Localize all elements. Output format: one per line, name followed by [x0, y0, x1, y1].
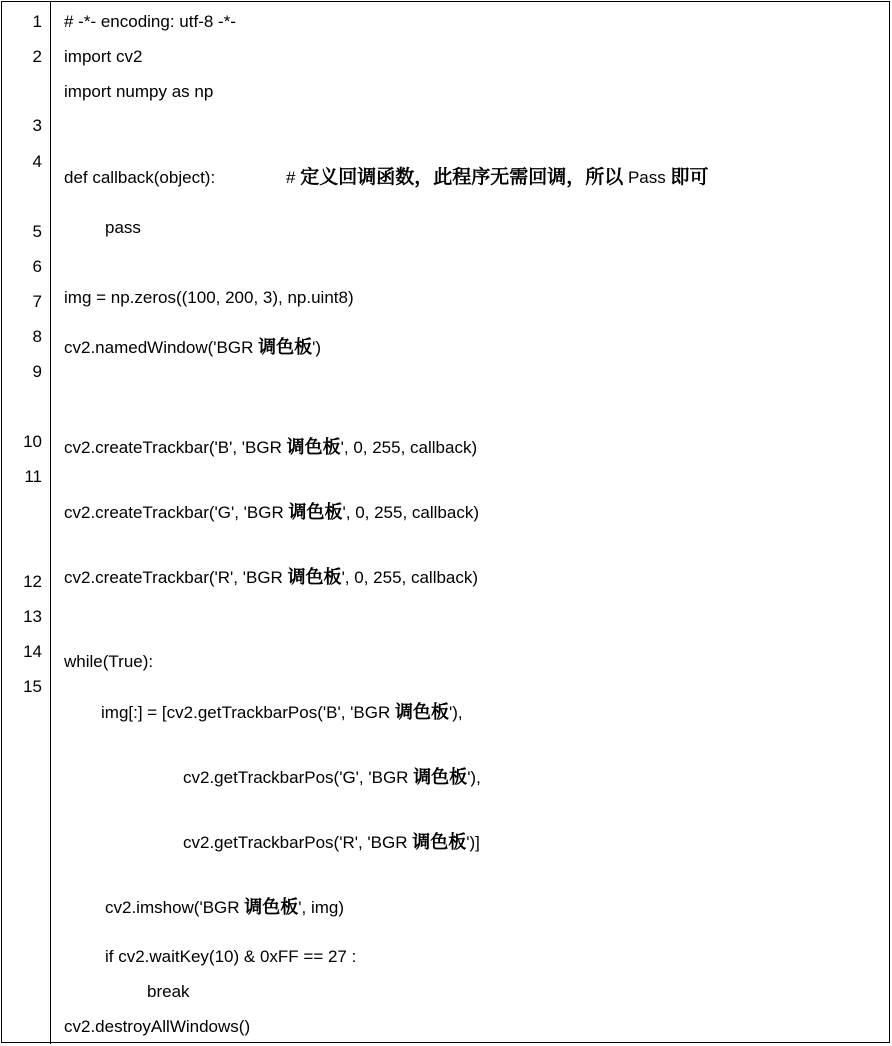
line-number: 8: [32, 327, 42, 346]
code-part: cv2.createTrackbar('R', 'BGR: [64, 568, 288, 587]
code-line: def callback(object):: [64, 168, 216, 187]
code-cjk: 调色板: [258, 337, 313, 358]
code-part: cv2.imshow('BGR: [105, 898, 245, 917]
code-line: import numpy as np: [64, 82, 214, 101]
code-line: pass: [105, 218, 141, 237]
line-number: 9: [32, 362, 42, 381]
code-part: ', 0, 255, callback): [342, 503, 479, 522]
comment-hash: #: [286, 168, 296, 187]
code-line: import cv2: [64, 47, 143, 66]
code-line: [64, 438, 477, 458]
right-border-segment: [889, 1, 890, 677]
code-line: while(True):: [64, 652, 154, 671]
code-part: ', 0, 255, callback): [341, 568, 479, 587]
code-line: cv2.destroyAllWindows(): [64, 1017, 251, 1036]
comment-end: 即可: [670, 166, 709, 188]
code-line: [183, 833, 480, 853]
line-number: 2: [32, 47, 42, 66]
line-number: 3: [32, 116, 42, 135]
code-cjk: 调色板: [288, 502, 343, 523]
line-number: 11: [24, 467, 42, 486]
code-cjk: 调色板: [412, 832, 467, 853]
line-number: 5: [32, 222, 42, 241]
code-cjk: 调色板: [413, 767, 468, 788]
code-line: [105, 898, 344, 918]
code-comment: [286, 167, 708, 188]
line-number: 12: [23, 572, 42, 591]
code-part: ', img): [298, 898, 345, 917]
code-part: cv2.namedWindow('BGR: [64, 338, 259, 357]
code-line: [64, 338, 321, 358]
code-part: cv2.createTrackbar('B', 'BGR: [64, 438, 287, 457]
code-line: break: [147, 982, 190, 1001]
line-number: 10: [23, 432, 42, 451]
code-line: img = np.zeros((100, 200, 3), np.uint8): [64, 288, 354, 307]
code-line: # -*- encoding: utf-8 -*-: [64, 12, 236, 31]
code-line: [101, 703, 463, 723]
code-part: ')]: [466, 833, 480, 852]
code-cjk: 调色板: [394, 702, 449, 723]
line-number: 13: [23, 607, 42, 626]
line-number: 7: [32, 292, 42, 311]
code-part: '),: [448, 703, 463, 722]
comment-pass: Pass: [623, 168, 671, 187]
code-part: '): [312, 338, 322, 357]
code-cjk: 调色板: [287, 567, 342, 588]
code-part: cv2.createTrackbar('G', 'BGR: [64, 503, 289, 522]
line-number: 15: [23, 677, 42, 696]
line-number: 14: [23, 642, 42, 661]
code-cjk: 调色板: [244, 897, 299, 918]
code-part: cv2.getTrackbarPos('G', 'BGR: [183, 768, 414, 787]
code-part: img[:] = [cv2.getTrackbarPos('B', 'BGR: [101, 703, 395, 722]
line-number-divider: [50, 1, 51, 1044]
code-line: [64, 503, 479, 523]
code-part: ', 0, 255, callback): [340, 438, 478, 457]
code-line: if cv2.waitKey(10) & 0xFF == 27 :: [105, 947, 357, 966]
line-number: 6: [32, 257, 42, 276]
line-number: 4: [32, 152, 42, 171]
code-line: [64, 568, 478, 588]
code-line: [183, 768, 481, 788]
comment-text: 定义回调函数，此程序无需回调，所以: [300, 166, 624, 188]
line-number: 1: [32, 12, 42, 31]
code-part: cv2.getTrackbarPos('R', 'BGR: [183, 833, 413, 852]
code-part: '),: [467, 768, 481, 787]
code-cjk: 调色板: [286, 437, 341, 458]
